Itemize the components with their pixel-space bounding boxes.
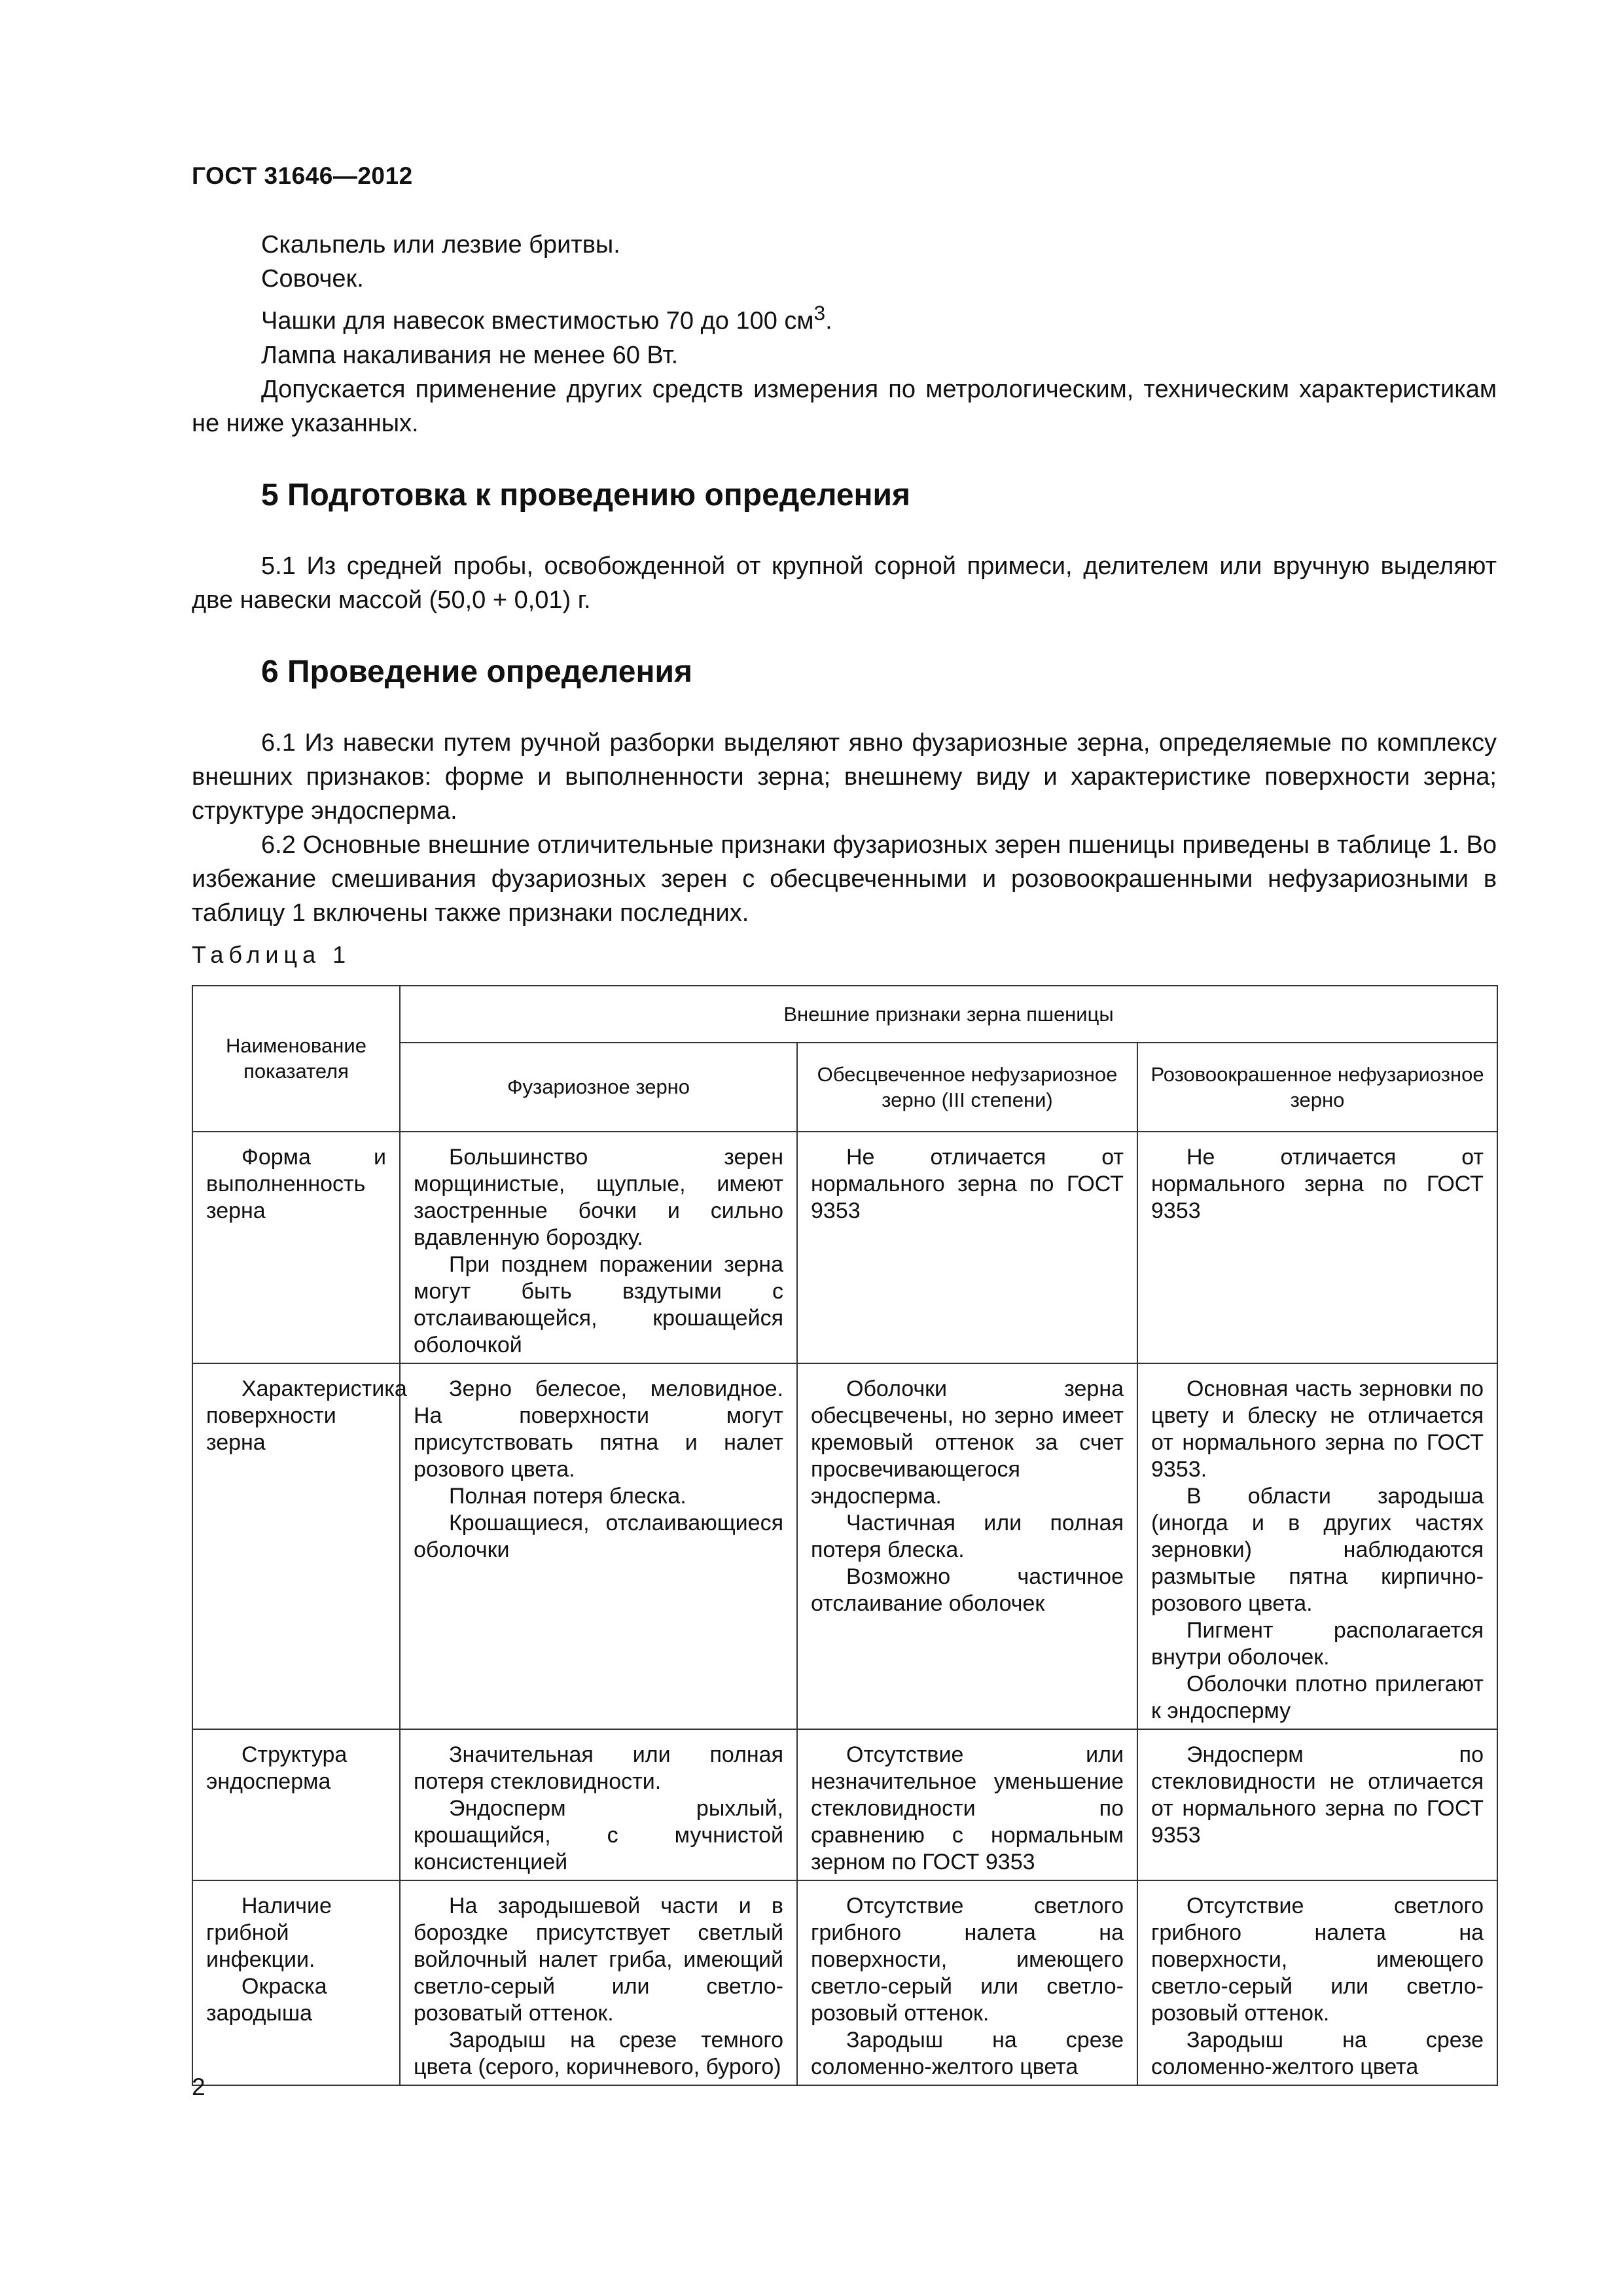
pink-cell-paragraph: Основная часть зерновки по цвету и блеску не отличается от нормального зерна по ГОСТ 9353. xyxy=(1151,1376,1484,1482)
bleached-cell xyxy=(797,1880,1137,2085)
bleached-cell-paragraph: Отсутствие или незначительное уменьшение стекловидности по сравнению с нормальным зерном по ГОСТ 9353 xyxy=(811,1742,1124,1874)
table-caption: Таблица 1 xyxy=(192,941,351,968)
bleached-cell xyxy=(797,1729,1137,1880)
fusarium-cell xyxy=(400,1729,797,1880)
features-group-header: Внешние признаки зерна пшеницы xyxy=(400,986,1497,1043)
table-row xyxy=(192,1363,1497,1729)
pink-cell xyxy=(1137,1729,1497,1880)
equipment-item-scalpel: Скальпель или лезвие бритвы. xyxy=(261,231,620,259)
bleached-cell-paragraph: Возможно частичное отслаивание оболочек xyxy=(811,1564,1124,1616)
fusarium-cell-paragraph: Эндосперм рыхлый, крошащийся, с мучнистой консистенцией xyxy=(414,1795,783,1874)
cups-end: . xyxy=(825,307,832,335)
table-row xyxy=(192,1132,1497,1363)
table-body xyxy=(192,1132,1497,2085)
section-6-heading: 6 Проведение определения xyxy=(261,654,692,689)
equipment-item-lamp: Лампа накаливания не менее 60 Вт. xyxy=(261,341,679,369)
indicator-cell-paragraph: Характеристика поверхности зерна xyxy=(206,1376,407,1455)
paragraph-6-2: 6.2 Основные внешние отличительные признаки фузариозных зерен пшеницы приведены в таблице 1. Во избежание смешивания фузариозных зерен с обесцвеченными и розовоокрашенными нефузариозными в таблицу 1 включены также признаки последних. xyxy=(192,831,1497,927)
pink-cell xyxy=(1137,1880,1497,2085)
pink-cell-paragraph: Оболочки плотно прилегают к эндосперму xyxy=(1151,1671,1484,1723)
fusarium-cell-paragraph: На зародышевой части и в бороздке присутствует светлый войлочный налет гриба, имеющий светло-серый или светло-розоватый оттенок. xyxy=(414,1893,783,2026)
fusarium-cell-paragraph: Крошащиеся, отслаивающиеся оболочки xyxy=(414,1510,783,1562)
equipment-item-scoop: Совочек. xyxy=(261,265,364,293)
equipment-item-cups xyxy=(192,296,1497,338)
pink-cell-paragraph: Зародыш на срезе соломенно-желтого цвета xyxy=(1151,2027,1484,2079)
bleached-cell xyxy=(797,1132,1137,1363)
cups-text: Чашки для навесок вместимостью 70 до 100 см xyxy=(261,307,814,335)
table-row xyxy=(192,1880,1497,2085)
cups-superscript: 3 xyxy=(813,301,826,325)
fusarium-column-header: Фузариозное зерно xyxy=(400,1043,797,1132)
fusarium-cell-paragraph: Большинство зерен морщинистые, щуплые, имеют заостренные бочки и сильно вдавленную бороздку. xyxy=(414,1144,783,1250)
bleached-cell xyxy=(797,1363,1137,1729)
indicator-cell xyxy=(192,1363,407,1729)
indicator-cell-paragraph: Форма и выполненность зерна xyxy=(206,1144,386,1223)
bleached-cell-paragraph: Зародыш на срезе соломенно-желтого цвета xyxy=(811,2027,1124,2079)
fusarium-cell-paragraph: Полная потеря блеска. xyxy=(449,1483,687,1509)
indicator-cell xyxy=(192,1880,400,2085)
document-code: ГОСТ 31646—2012 xyxy=(192,162,413,189)
fusarium-cell-paragraph: При позднем поражении зерна могут быть вздутыми с отслаивающейся, крошащейся оболочкой xyxy=(414,1251,783,1357)
pink-cell-paragraph: Пигмент располагается внутри оболочек. xyxy=(1151,1617,1484,1670)
indicator-column-header: Наименование показателя xyxy=(192,986,400,1132)
table-row xyxy=(192,1729,1497,1880)
pink-cell xyxy=(1137,1363,1497,1729)
indicator-cell xyxy=(192,1132,400,1363)
bleached-cell-paragraph: Частичная или полная потеря блеска. xyxy=(811,1510,1124,1562)
grain-features-table xyxy=(192,985,1498,2086)
indicator-cell-paragraph: Окраска зародыша xyxy=(206,1973,327,2026)
fusarium-cell-paragraph: Значительная или полная потеря стекловидности. xyxy=(414,1742,783,1794)
pink-cell-paragraph: В области зародыша (иногда и в других частях зерновки) наблюдаются размытые пятна кирпично- розового цвета. xyxy=(1151,1483,1484,1616)
fusarium-cell-paragraph: Зародыш на срезе темного цвета (серого, коричневого, бурого) xyxy=(414,2027,783,2079)
pink-cell-paragraph: Не отличается от нормального зерна по ГОСТ 9353 xyxy=(1151,1144,1484,1223)
fusarium-cell xyxy=(400,1880,797,2085)
bleached-cell-paragraph: Оболочки зерна обесцвечены, но зерно имеет кремовый оттенок за счет просвечивающегося эндосперма. xyxy=(811,1376,1124,1509)
allowance-paragraph: Допускается применение других средств измерения по метрологическим, техническим характеристикам не ниже указанных. xyxy=(192,375,1497,437)
page-content xyxy=(192,228,1497,2086)
bleached-column-header: Обесцвеченное нефузариозное зерно (III степени) xyxy=(797,1043,1137,1132)
indicator-cell xyxy=(192,1729,400,1880)
fusarium-cell-paragraph: Зерно белесое, меловидное. На поверхности могут присутствовать пятна и налет розового цвета. xyxy=(414,1376,783,1482)
bleached-cell-paragraph: Не отличается от нормального зерна по ГОСТ 9353 xyxy=(811,1144,1124,1223)
pink-column-header: Розовоокрашенное нефузариозное зерно xyxy=(1137,1043,1497,1132)
bleached-cell-paragraph: Отсутствие светлого грибного налета на поверхности, имеющего светло-серый или светло-розовый оттенок. xyxy=(811,1893,1124,2026)
pink-cell-paragraph: Отсутствие светлого грибного налета на поверхности, имеющего светло-серый или светло-розовый оттенок. xyxy=(1151,1893,1484,2026)
fusarium-cell xyxy=(400,1132,797,1363)
indicator-cell-paragraph: Наличие грибной инфекции. xyxy=(206,1893,332,1972)
section-5-heading: 5 Подготовка к проведению определения xyxy=(261,477,911,512)
indicator-cell-paragraph: Структура эндосперма xyxy=(206,1742,348,1794)
fusarium-cell xyxy=(400,1363,797,1729)
paragraph-6-1: 6.1 Из навески путем ручной разборки выделяют явно фузариозные зерна, определяемые по комплексу внешних признаков: форме и выполненности зерна; внешнему виду и характеристике поверхности зерна; структуре эндосперма. xyxy=(192,728,1497,825)
paragraph-5-1: 5.1 Из средней пробы, освобожденной от крупной сорной примеси, делителем или вручную выделяют две навески массой (50,0 + 0,01) г. xyxy=(192,552,1497,614)
pink-cell-paragraph: Эндосперм по стекловидности не отличается от нормального зерна по ГОСТ 9353 xyxy=(1151,1742,1484,1848)
page-number: 2 xyxy=(192,2073,205,2100)
pink-cell xyxy=(1137,1132,1497,1363)
